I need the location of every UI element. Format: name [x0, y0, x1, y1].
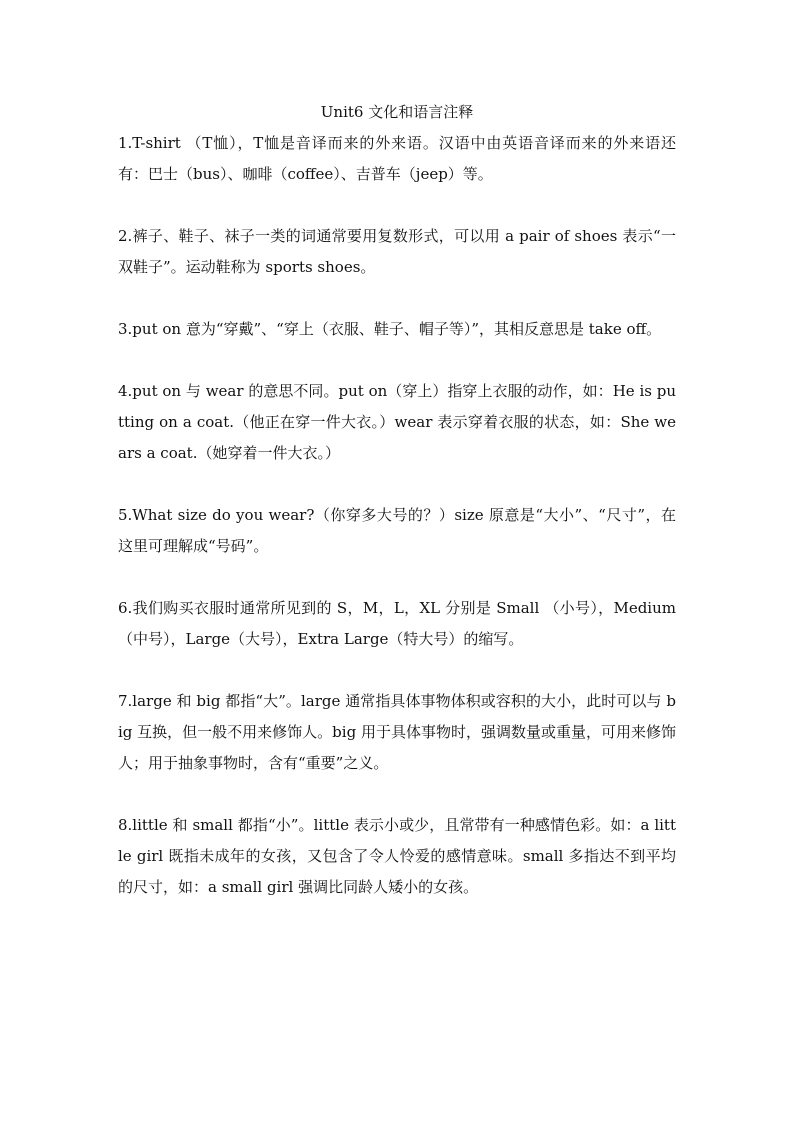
- note-1: 1.T-shirt （T恤），T恤是音译而来的外来语。汉语中由英语音译而来的外来语还有：巴士（bus）、咖啡（coffee）、吉普车（jeep）等。: [118, 134, 676, 183]
- note-3: 3.put on 意为“穿戴”、“穿上（衣服、鞋子、帽子等）”，其相反意思是 take off。: [118, 320, 662, 338]
- note-8: 8.little 和 small 都指“小”。little 表示小或少，且常带有一种感情色彩。如：a little girl 既指未成年的女孩，又包含了令人怜爱的感情意味。small 多指达不到平均的尺寸，如：a small girl 强调比同龄人矮小的女孩。: [118, 816, 676, 896]
- note-5: 5.What size do you wear?（你穿多大号的？）size 原意是“大小”、“尺寸”，在这里可理解成“号码”。: [118, 506, 676, 555]
- note-2: 2.裤子、鞋子、袜子一类的词通常要用复数形式，可以用 a pair of shoes 表示“一双鞋子”。运动鞋称为 sports shoes。: [118, 227, 676, 276]
- note-4: 4.put on 与 wear 的意思不同。put on（穿上）指穿上衣服的动作，如：He is putting on a coat.（他正在穿一件大衣。）wear 表示穿着衣服的状态，如：She wears a coat.（她穿着一件大衣。）: [118, 382, 676, 462]
- note-7: 7.large 和 big 都指“大”。large 通常指具体事物体积或容积的大小，此时可以与 big 互换，但一般不用来修饰人。big 用于具体事物时，强调数量或重量，可用来修饰人；用于抽象事物时，含有“重要”之义。: [118, 692, 676, 772]
- note-6: 6.我们购买衣服时通常所见到的 S，M，L，XL 分别是 Small （小号），Medium （中号），Large（大号），Extra Large（特大号）的缩写。: [118, 599, 676, 648]
- page-title: Unit6 文化和语言注释: [320, 103, 474, 121]
